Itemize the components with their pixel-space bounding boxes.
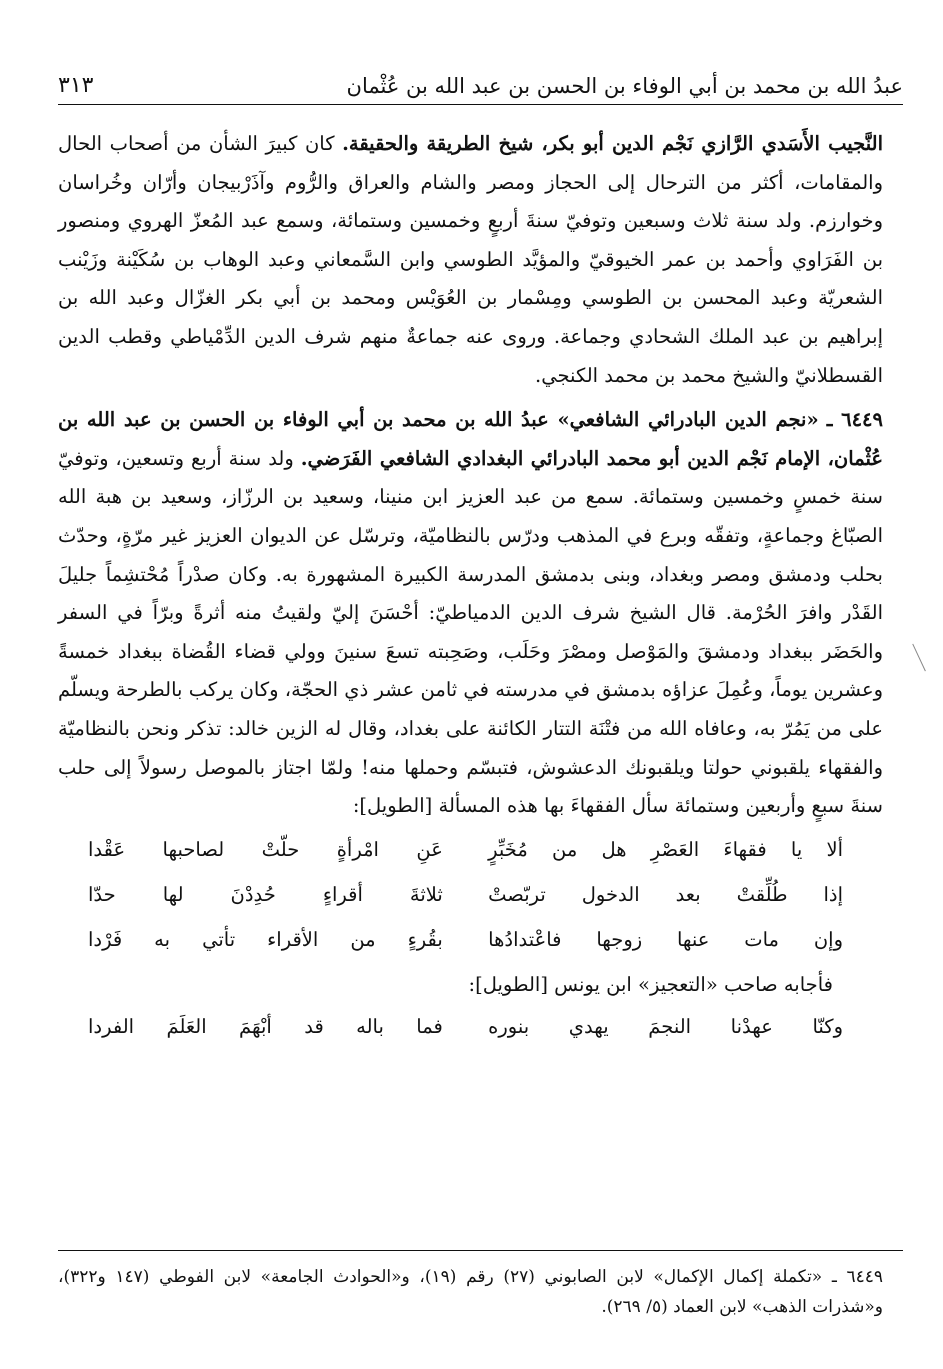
entry-name-bold: النَّجيب الأَسَدي الرَّازي نَجْم الدين أبو بكر، شيخ الطريقة والحقيقة. (342, 132, 883, 155)
footnote-rule (58, 1250, 903, 1251)
verse-second-hemistich: بقُرءٍ من الأقراء تأتي به فَرْدا (88, 927, 443, 951)
verse-line (88, 918, 843, 963)
verse-line (88, 1005, 843, 1050)
verse-line (88, 828, 843, 873)
question-poem (88, 828, 843, 963)
verse-first-hemistich: ألا يا فقهاءَ العَصْرِ هل من مُخَبِّرٍ (488, 837, 843, 861)
main-text (58, 125, 883, 1050)
header-rule (58, 104, 903, 105)
answer-intro: فأجابه صاحب «التعجيز» ابن يونس [الطويل]: (468, 972, 833, 996)
verse-line (88, 873, 843, 918)
verse-first-hemistich: إذا طُلِّقتْ بعد الدخول تربّصتْ (488, 882, 843, 906)
poem-meter: [الطويل]: (352, 794, 433, 818)
verse-first-hemistich: وكنّا عهدْنا النجمَ يهدي بنوره (488, 1014, 843, 1038)
footnote: ٦٤٤٩ ـ «تكملة إكمال الإكمال» لابن الصابوني (٢٧) رقم (١٩)، و«الحوادث الجامعة» لابن الفوطي (١٤٧ و٣٢٢)، و«شذرات الذهب» لابن العماد (٥/ ٢٦٩). (58, 1267, 883, 1317)
entry-text: ولد سنة أربع وتسعين، وتوفيّ سنة خمسٍ وخمسين وستمائة. سمع من عبد العزيز ابن منينا، وسعيد بن الرزّاز، وسعيد بن هبة الله الصبّاغ وجماعةٍ، وتفقّه وبرع في المذهب ودرّس بالنظاميّة، وترسّل عن الديوان العزيز غير مرّةٍ، وحدّث بحلب ودمشق ومصر وبغداد، وبنى بدمشق المدرسة الكبيرة المشهورة به. وكان صدْراً مُحْتشِماً جليلَ القَدْر وافرَ الحُرْمة. قال الشيخ شرف الدين الدمياطيّ: أحْسَنَ إليّ ولقيتُ منه أثرةً وبرّاً في السفر والحَضَر ببغداد ودمشقَ والمَوْصل ومصْرَ وحَلَب، وصَحِبته تسعَ سنينَ وولي قضاء القُضاة ببغداد خمسةً وعشرين يوماً، وعُمِلَ عزاؤه بدمشق في مدرسته في ثامن عشر ذي الحجّة، وكان يركب بالطرحة ويسلّم على من يَمُرّ به، وعافاه الله من فتْنَة التتار الكائنة على بغداد، وقال له الزين خالد: تذكر ونحن بالنظاميّة والفقهاء يلقبوني حولتا ويلقبونك الدعشوش، فتبسّم وحملها منه! ولمّا اجتاز بالموصل رسولاً إلى حلب سنةَ سبعٍ وأربعين وستمائة سأل الفقهاءَ بها هذه المسألة (58, 446, 883, 818)
page-number: ٣١٣ (58, 73, 94, 98)
verse-second-hemistich: عَنِ امْرأةٍ حلّتْ لصاحبها عَقْدا (88, 837, 443, 861)
entry-6448-continuation (58, 125, 883, 395)
page-header (58, 58, 903, 98)
running-title: عبدُ الله بن محمد بن أبي الوفاء بن الحسن بن عبد الله بن عُثْمان (346, 74, 903, 98)
verse-second-hemistich: فما باله قد أبْهَمَ العَلَمَ الفردا (88, 1014, 443, 1038)
entry-title-bold: «نجم الدين البادرائي الشافعي» عبدُ الله بن محمد بن أبي الوفاء بن الحسن بن عبد الله بن عُثْمان، الإمام نَجْم الدين أبو محمد البادرائي البغدادي الشافعي الفَرَضي. (58, 408, 883, 470)
answer-poem (88, 1005, 843, 1050)
verse-first-hemistich: وإن مات عنها زوجها فاعْتدادُها (488, 927, 843, 951)
entry-6449 (58, 401, 883, 826)
entry-text: كان كبيرَ الشأن من أصحاب الحال والمقامات، أكثر من الترحال إلى الحجاز ومصر والشام والعراق والرُّوم وآذَرْبيجان وأرّان وخُراسان وخوارزم. ولد سنة ثلاث وسبعين وتوفيّ سنةَ أربعٍ وخمسين وستمائة، وسمع عبد المُعزّ الهروي ومنصور بن الفَرَاوي وأحمد بن عمر الخيوقيّ والمؤيَّد الطوسي وابن السَّمعاني وعبد الوهاب بن سُكَيْنة وزَيْنب الشعريّة وعبد المحسن بن الطوسي ومِسْمار بن العُوَيْس ومحمد بن أبي بكر الغزّال وعبد الله بن إبراهيم بن عبد الملك الشحادي وجماعة. وروى عنه جماعةٌ منهم شرف الدين الدِّمْياطي وقطب الدين القسطلانيّ والشيخ محمد بن محمد الكنجي. (58, 132, 883, 387)
margin-pencil-mark (912, 639, 936, 672)
entry-number: ٦٤٤٩ ـ (826, 408, 883, 432)
verse-second-hemistich: ثلاثةَ أقراءٍ حُدِدْنَ لها حدّا (88, 882, 443, 906)
